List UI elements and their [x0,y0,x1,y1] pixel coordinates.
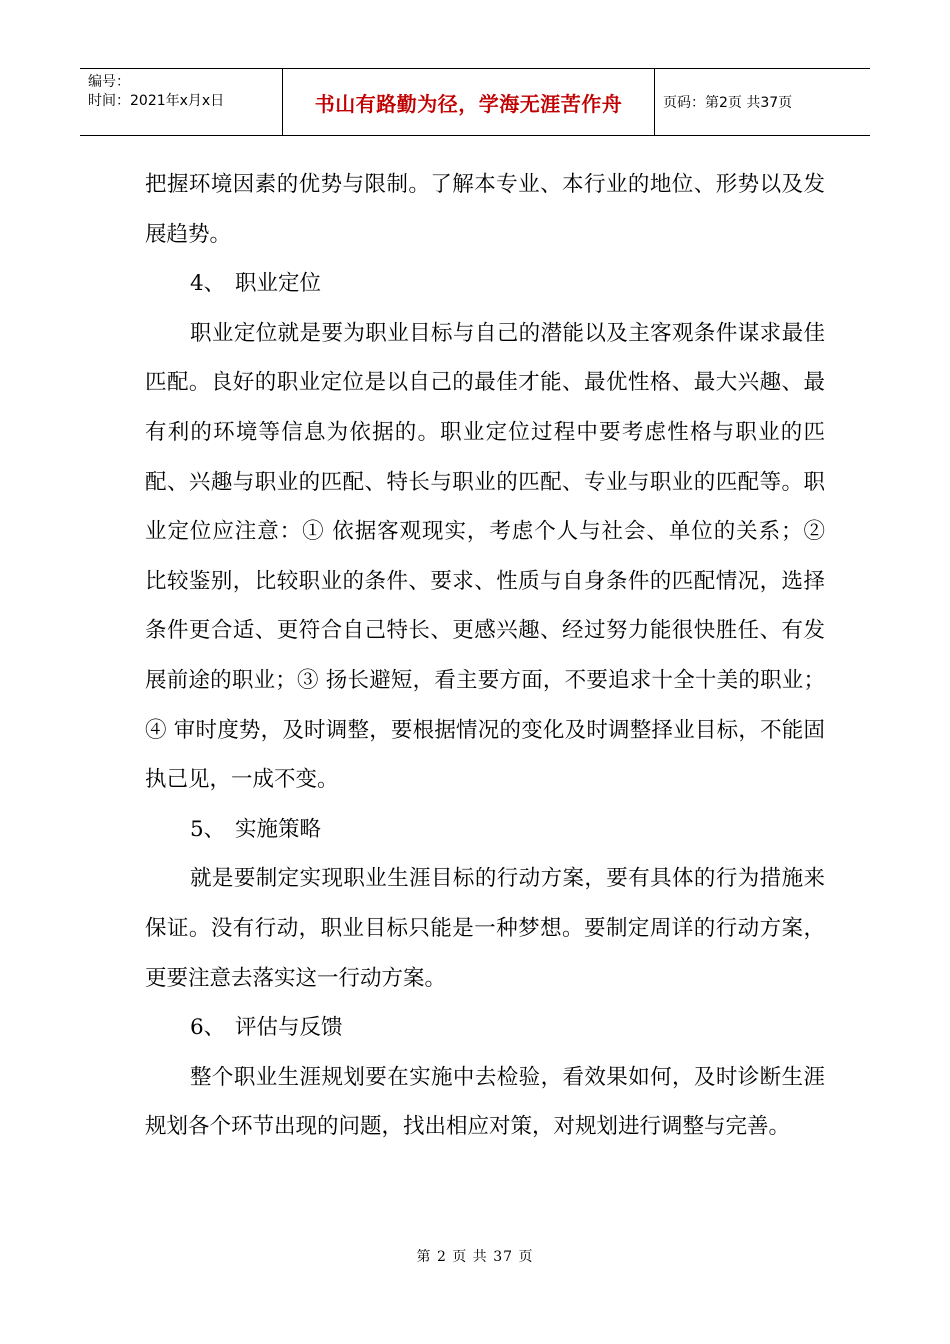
section-heading-6 [145,1003,825,1053]
section-heading-4 [145,259,825,309]
header-page-info: 页码：第2页 共37页 [663,95,793,111]
section-number: 6、 [190,1015,226,1041]
document-body [145,160,825,1152]
paragraph: 就是要制定实现职业生涯目标的行动方案，要有具体的行为措施来保证。没有行动，职业目标只能是一种梦想。要制定周详的行动方案，更要注意去落实这一行动方案。 [145,866,825,991]
document-number-label: 编号： [88,74,130,90]
document-time-label: 时间：2021年x月x日 [88,93,225,109]
section-number: 4、 [190,271,226,297]
section-title: 评估与反馈 [235,1015,343,1041]
section-heading-5 [145,805,825,855]
header-motto: 书山有路勤为径，学海无涯苦作舟 [283,69,655,135]
page-header [80,68,870,136]
section-title: 实施策略 [235,816,322,842]
paragraph: 整个职业生涯规划要在实施中去检验，看效果如何，及时诊断生涯规划各个环节出现的问题，找出相应对策，对规划进行调整与完善。 [145,1064,825,1140]
header-meta-cell [80,69,283,135]
section-number: 5、 [190,816,226,842]
paragraph: 职业定位就是要为职业目标与自己的潜能以及主客观条件谋求最佳匹配。良好的职业定位是以自己的最佳才能、最优性格、最大兴趣、最有利的环境等信息为依据的。职业定位过程中要考虑性格与职业的匹配、兴趣与职业的匹配、特长与职业的匹配、专业与职业的匹配等。职业定位应注意：① 依据客观现实，考虑个人与社会、单位的关系；② 比较鉴别，比较职业的条件、要求、性质与自身条件的匹配情况，选择条件更合适、更符合自己特长、更感兴趣、经过努力能很快胜任、有发展前途的职业；③ 扬长避短，看主要方面，不要追求十全十美的职业；④ 审时度势，及时调整，要根据情况的变化及时调整择业目标，不能固执己见，一成不变。 [145,320,825,793]
section-title: 职业定位 [235,271,322,297]
page-footer: 第 2 页 共 37 页 [416,1249,534,1265]
paragraph: 把握环境因素的优势与限制。了解本专业、本行业的地位、形势以及发展趋势。 [145,172,825,247]
